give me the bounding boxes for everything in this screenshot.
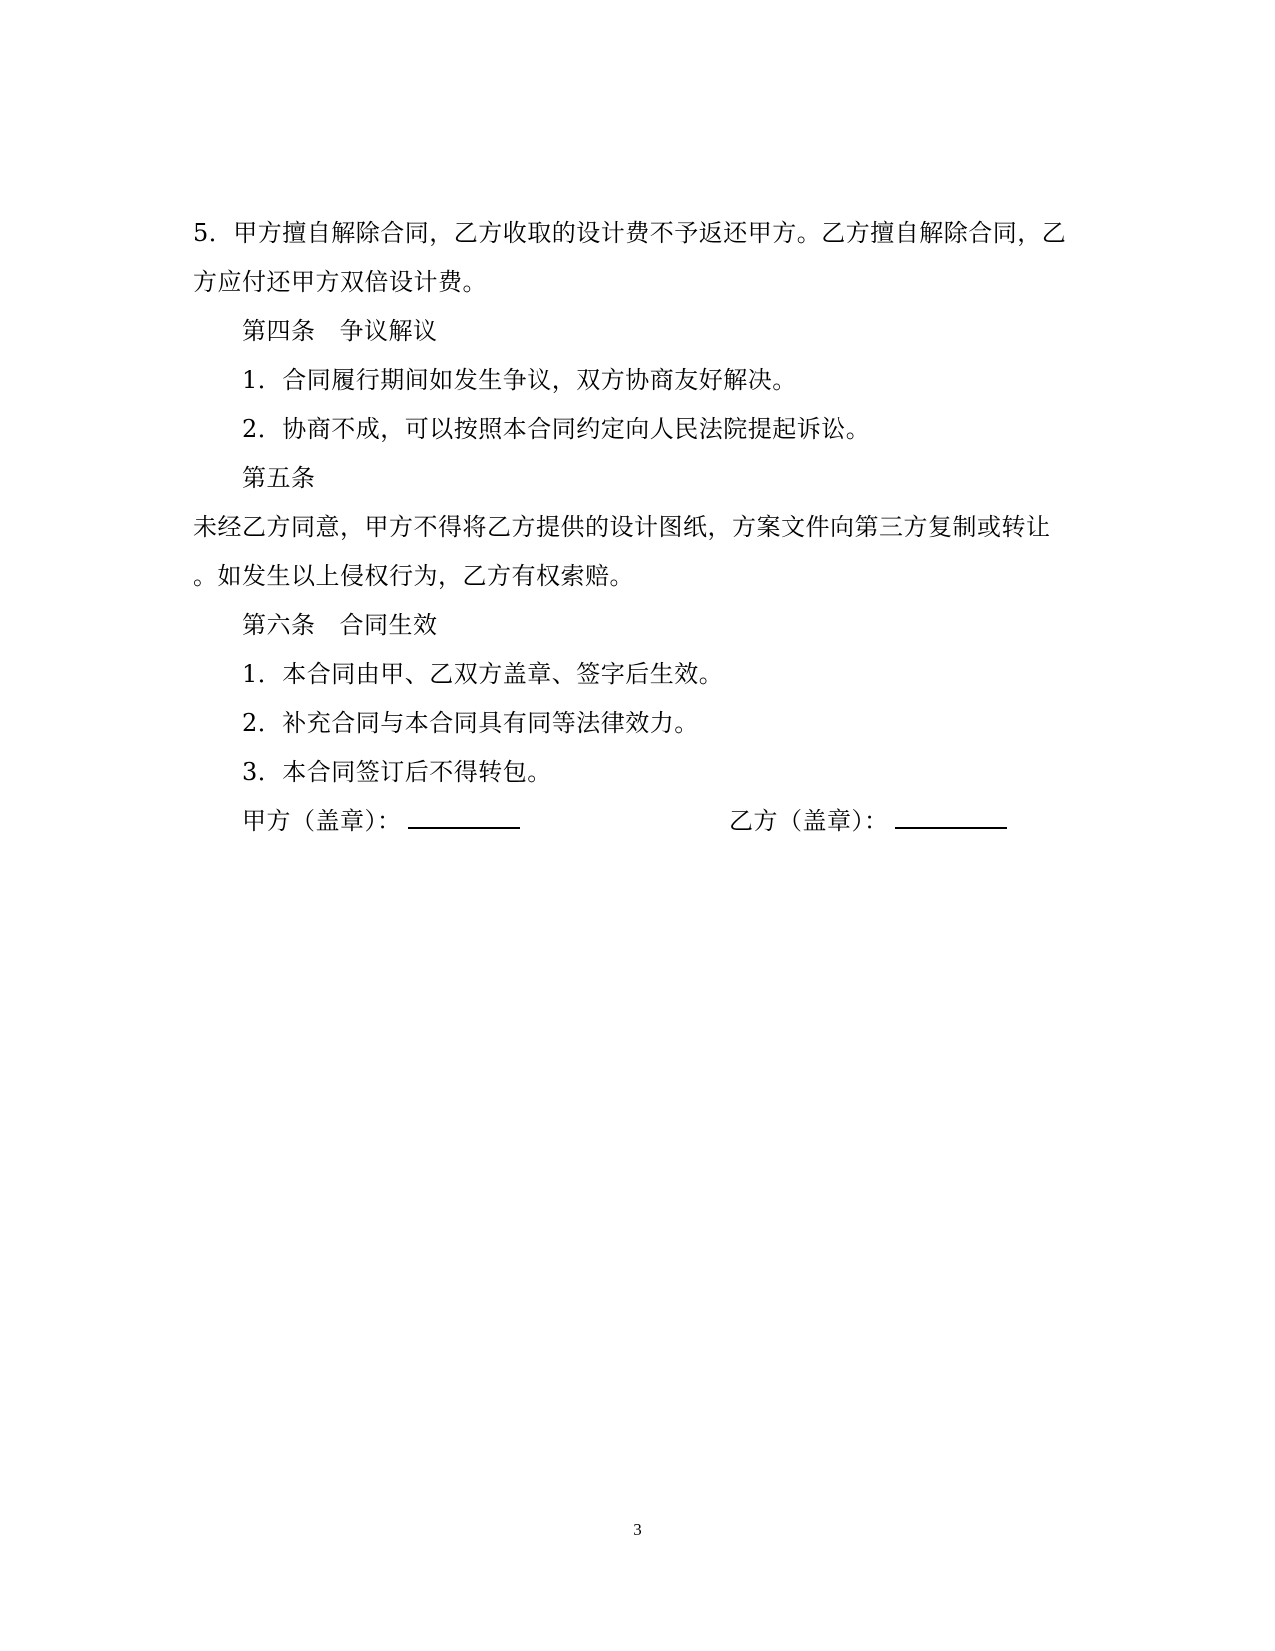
article-4-item: 2．协商不成，可以按照本合同约定向人民法院提起诉讼。 xyxy=(242,415,871,443)
party-b-signature-blank xyxy=(895,801,1007,829)
page-number: 3 xyxy=(633,1520,642,1539)
article-4-heading xyxy=(193,307,1083,356)
article-5-heading xyxy=(193,454,1083,503)
article-6-item: 2．补充合同与本合同具有同等法律效力。 xyxy=(242,709,699,737)
article-4-number: 第四条 xyxy=(242,317,316,345)
article-6-item: 1．本合同由甲、乙双方盖章、签字后生效。 xyxy=(242,660,724,688)
article-6-title: 合同生效 xyxy=(339,611,438,639)
article-6-number: 第六条 xyxy=(242,611,316,639)
paragraph-line: 方应付还甲方双倍设计费。 xyxy=(193,268,487,296)
party-b-signature-label: 乙方（盖章）： xyxy=(729,807,889,835)
article-5-body-line: 未经乙方同意，甲方不得将乙方提供的设计图纸，方案文件向第三方复制或转让 xyxy=(193,513,1051,541)
party-b-signature xyxy=(729,797,1007,846)
article-5-body-line: 。如发生以上侵权行为，乙方有权索赔。 xyxy=(193,562,634,590)
document-body xyxy=(193,209,1083,846)
signature-row xyxy=(193,797,1083,846)
article-5-number: 第五条 xyxy=(242,464,316,492)
article-6-item: 3．本合同签订后不得转包。 xyxy=(242,758,552,786)
party-a-signature-label: 甲方（盖章）： xyxy=(242,807,402,835)
article-4-title: 争议解议 xyxy=(339,317,438,345)
article-6-heading xyxy=(193,601,1083,650)
paragraph-line: 5．甲方擅自解除合同，乙方收取的设计费不予返还甲方。乙方擅自解除合同，乙 xyxy=(193,219,1067,247)
party-a-signature-blank xyxy=(408,801,520,829)
article-4-item: 1．合同履行期间如发生争议，双方协商友好解决。 xyxy=(242,366,797,394)
